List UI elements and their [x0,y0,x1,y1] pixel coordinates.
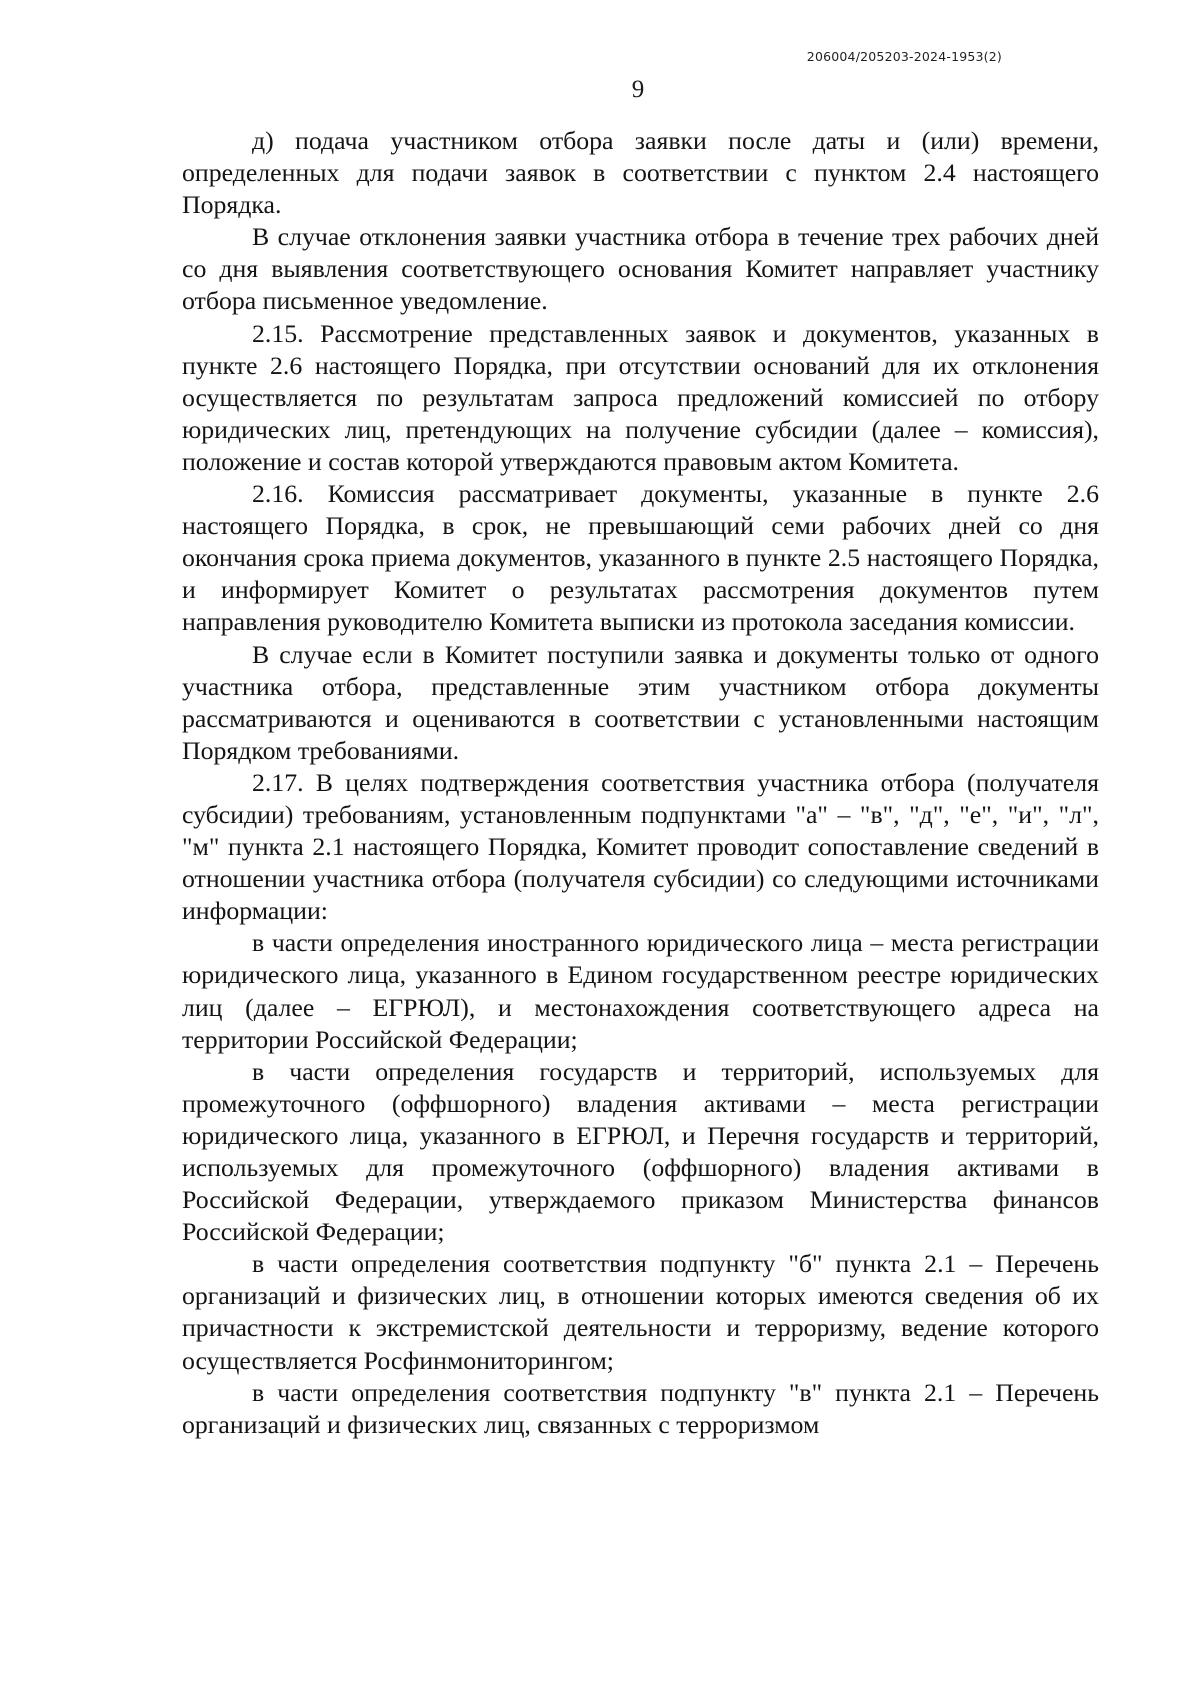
page-number: 9 [631,76,645,103]
document-id: 206004/205203-2024-1953(2) [806,49,1002,64]
paragraph-single-participant: В случае если в Комитет поступили заявка и документы только от одного участника отбора, представленные этим участником отбора документы рассматриваются и оцениваются в соответствии с установленными настоящим Порядком требованиями. [182,639,1099,765]
paragraph-terrorism: в части определения соответствия подпункту "в" пункта 2.1 – Перечень организаций и физических лиц, связанных с терроризмом [182,1377,1099,1439]
paragraph-2-16: 2.16. Комиссия рассматривает документы, указанные в пункте 2.6 настоящего Порядка, в срок, не превышающий семи рабочих дней со дня окончания срока приема документов, указанного в пункте 2.5 настоящего Порядка, и информирует Комитет о результатах рассмотрения документов путем направления руководителю Комитета выписки из протокола заседания комиссии. [182,479,1099,637]
paragraph-2-15: 2.15. Рассмотрение представленных заявок и документов, указанных в пункте 2.6 настоящего Порядка, при отсутствии оснований для их отклонения осуществляется по результатам запроса предложений комиссией по отбору юридических лиц, претендующих на получение субсидии (далее – комиссия), положение и состав которой утверждаются правовым актом Комитета. [182,318,1099,476]
paragraph-rejection-notice: В случае отклонения заявки участника отбора в течение трех рабочих дней со дня выявления соответствующего основания Комитет направляет участнику отбора письменное уведомление. [182,222,1099,316]
paragraph-offshore: в части определения государств и территорий, используемых для промежуточного (оффшорного) владения активами – места регистрации юридического лица, указанного в ЕГРЮЛ, и Перечня государств и территорий, используемых для промежуточного (оффшорного) владения активами в Российской Федерации, утверждаемого приказом Министерства финансов Российской Федерации; [182,1056,1099,1247]
paragraph-item-d: д) подача участником отбора заявки после даты и (или) времени, определенных для подачи заявок в соответствии с пунктом 2.4 настоящего Порядка. [182,126,1099,220]
paragraph-extremism: в части определения соответствия подпункту "б" пункта 2.1 – Перечень организаций и физических лиц, в отношении которых имеются сведения об их причастности к экстремистской деятельности и терроризму, ведение которого осуществляется Росфинмониторингом; [182,1249,1099,1375]
document-body [182,125,1099,1441]
paragraph-foreign-entity: в части определения иностранного юридического лица – места регистрации юридического лица, указанного в Едином государственном реестре юридических лиц (далее – ЕГРЮЛ), и местонахождения соответствующего адреса на территории Российской Федерации; [182,928,1099,1054]
paragraph-2-17: 2.17. В целях подтверждения соответствия участника отбора (получателя субсидии) требованиям, установленным подпунктами "а" – "в", "д", "е", "и", "л", "м" пункта 2.1 настоящего Порядка, Комитет проводит сопоставление сведений в отношении участника отбора (получателя субсидии) со следующими источниками информации: [182,767,1099,926]
